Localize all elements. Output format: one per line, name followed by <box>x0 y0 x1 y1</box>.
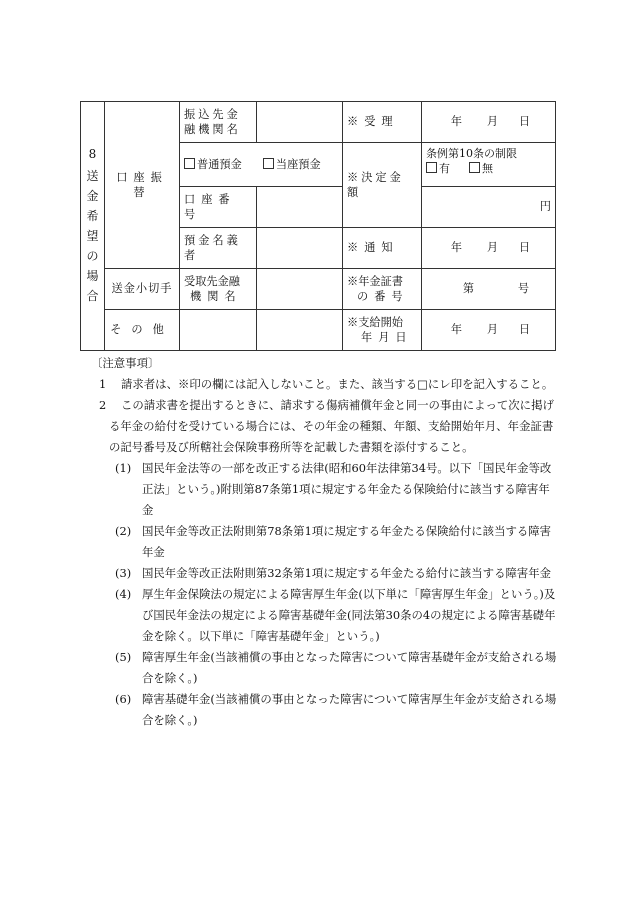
month-unit: 月 <box>486 115 499 129</box>
subitem-number: (6) <box>115 692 132 706</box>
account-number-label: 口座番号 <box>180 187 257 228</box>
note-subitem <box>91 521 557 563</box>
notes-title: 〔注意事項〕 <box>91 356 160 370</box>
bank-label-cell <box>180 102 257 143</box>
bank-name-field[interactable] <box>257 102 343 143</box>
gou-unit: 号 <box>517 282 530 296</box>
deposit-type-cell <box>180 143 343 187</box>
payment-start-label-cell <box>343 310 422 351</box>
note-subitem <box>91 458 557 521</box>
note-subitem <box>91 563 557 584</box>
other-field-2[interactable] <box>257 310 343 351</box>
furikomi-label: 口座振替 <box>105 102 180 269</box>
receiver-bank-field[interactable] <box>257 269 343 310</box>
subitem-number: (3) <box>115 566 132 580</box>
month-unit: 月 <box>486 323 499 337</box>
yen-unit: 円 <box>539 200 551 214</box>
subitem-text: 厚生年金保険法の規定による障害厚生年金(以下単に「障害厚生年金」という。)及び国民年金法の規定による障害基礎年金(同法第30条の4の規定による障害基礎年金を除く。以下単に「障害基礎年金」という。) <box>142 587 556 643</box>
section-number: 8 <box>88 146 97 161</box>
account-holder-field[interactable] <box>257 228 343 269</box>
amount-field[interactable] <box>422 187 556 228</box>
payment-start-line1: ※支給開始 <box>347 315 403 329</box>
day-unit: 日 <box>518 115 531 129</box>
receiver-bank-line1: 受取先金融 <box>184 274 240 288</box>
month-unit: 月 <box>486 241 499 255</box>
payment-start-date-field[interactable] <box>422 310 556 351</box>
dai-unit: 第 <box>462 282 475 296</box>
limit-no-checkbox[interactable] <box>469 162 480 173</box>
subitem-number: (4) <box>115 587 132 601</box>
ordinance-limit-text: 条例第10条の制限 <box>426 147 517 160</box>
note-item <box>91 395 557 458</box>
note-item <box>91 374 557 395</box>
receiver-bank-line2: 機関名 <box>190 290 242 303</box>
remittance-table <box>80 101 556 351</box>
limit-yes-checkbox[interactable] <box>426 162 437 173</box>
subitem-text: 国民年金等改正法附則第32条第1項に規定する年金たる給付に該当する障害年金 <box>142 566 552 580</box>
note-number: 2 <box>99 398 107 412</box>
account-number-field[interactable] <box>257 187 343 228</box>
note-subitem <box>91 689 557 731</box>
pension-cert-field[interactable] <box>422 269 556 310</box>
notice-date-field[interactable] <box>422 228 556 269</box>
notes-section <box>91 353 557 731</box>
day-unit: 日 <box>518 241 531 255</box>
futsu-label: 普通預金 <box>197 157 242 171</box>
subitem-number: (2) <box>115 524 132 538</box>
futsu-checkbox[interactable] <box>184 158 195 169</box>
pension-cert-line2: の番号 <box>357 290 409 303</box>
other-label: その他 <box>105 310 180 351</box>
account-holder-label: 預金名義者 <box>180 228 257 269</box>
year-unit: 年 <box>450 115 463 129</box>
toza-checkbox[interactable] <box>263 158 274 169</box>
notice-label: ※通知 <box>343 228 422 269</box>
ordinance-limit-cell <box>422 143 556 187</box>
pension-cert-line1: ※年金証書 <box>347 274 403 288</box>
bank-label-line2: 融機関名 <box>184 123 241 136</box>
subitem-text: 国民年金等改正法附則第78条第1項に規定する年金たる保険給付に該当する障害年金 <box>142 524 552 559</box>
note-subitem <box>91 584 557 647</box>
year-unit: 年 <box>450 323 463 337</box>
note-text: 請求者は、※印の欄には記入しないこと。また、該当する□にレ印を記入すること。 <box>121 377 554 391</box>
subitem-number: (1) <box>115 461 132 475</box>
day-unit: 日 <box>518 323 531 337</box>
limit-yes-label: 有 <box>439 162 450 175</box>
received-label: ※受理 <box>343 102 422 143</box>
pension-cert-label-cell <box>343 269 422 310</box>
decision-amount-label: ※決定金額 <box>343 143 422 228</box>
toza-label: 当座預金 <box>275 157 321 171</box>
subitem-number: (5) <box>115 650 132 664</box>
bank-label-line1: 振込先金 <box>184 107 241 121</box>
other-field-1[interactable] <box>180 310 257 351</box>
section-header-cell <box>81 102 105 351</box>
subitem-text: 国民年金法等の一部を改正する法律(昭和60年法律第34号。以下「国民年金等改正法」という。)附則第87条第1項に規定する年金たる保険給付に該当する障害年金 <box>142 461 552 517</box>
year-unit: 年 <box>450 241 463 255</box>
remit-check-label: 送金小切手 <box>105 269 180 310</box>
subitem-text: 障害基礎年金(当該補償の事由となった障害について障害厚生年金が支給される場合を除く。) <box>142 692 557 727</box>
receiver-bank-label-cell <box>180 269 257 310</box>
payment-start-line2: 年月日 <box>361 331 413 344</box>
section-title: 送金希望の場合 <box>86 169 99 304</box>
subitem-text: 障害厚生年金(当該補償の事由となった障害について障害基礎年金が支給される場合を除く。) <box>142 650 557 685</box>
limit-no-label: 無 <box>482 162 493 175</box>
note-subitem <box>91 647 557 689</box>
received-date-field[interactable] <box>422 102 556 143</box>
note-text: この請求書を提出するときに、請求する傷病補償年金と同一の事由によって次に掲げる年金の給付を受けている場合には、その年金の種類、年額、支給開始年月、年金証書の記号番号及び所轄社会保険事務所等を記載した書類を添付すること。 <box>109 398 554 454</box>
note-number: 1 <box>99 377 107 391</box>
